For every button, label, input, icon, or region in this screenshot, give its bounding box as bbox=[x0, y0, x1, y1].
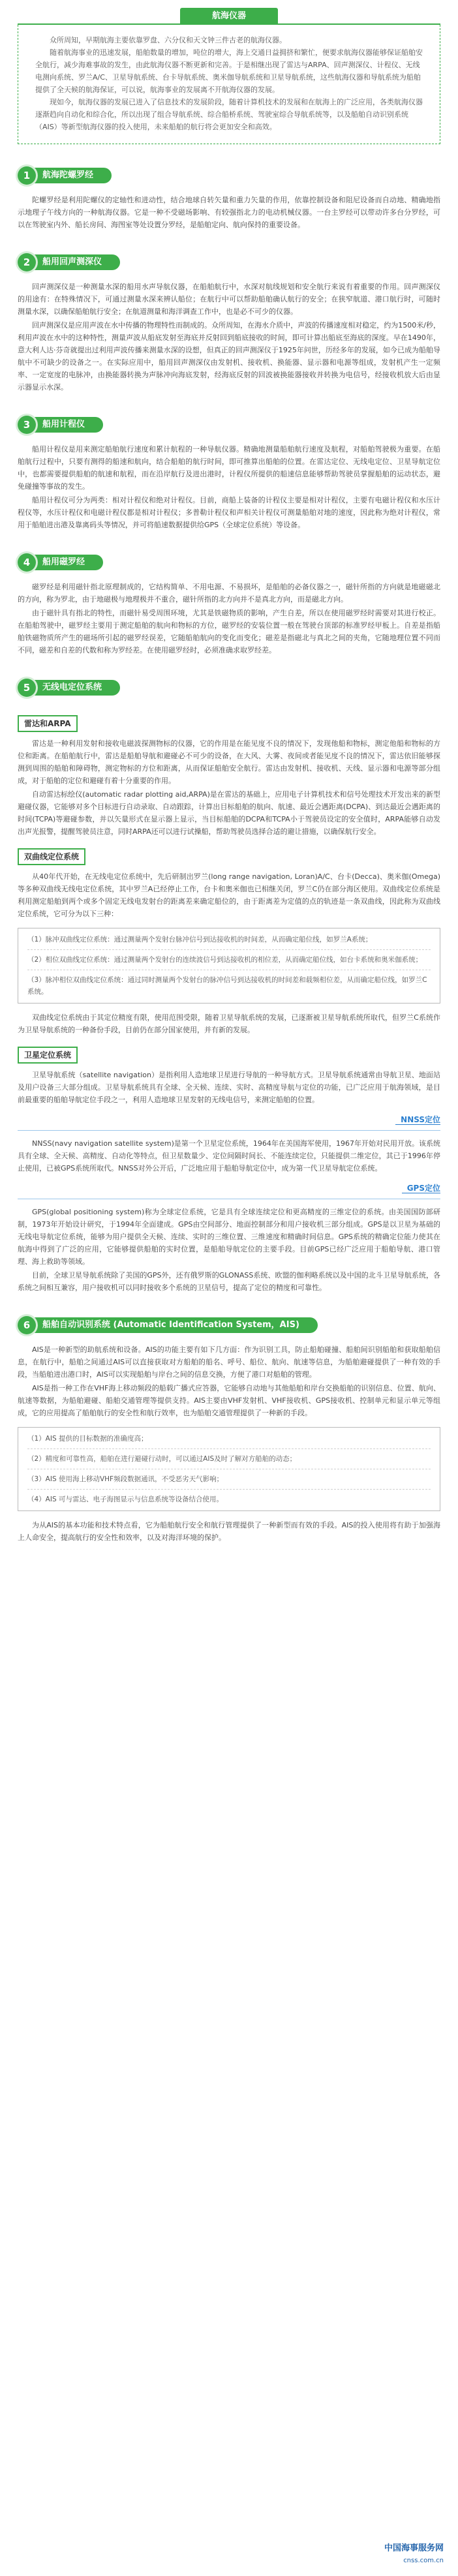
list-box bbox=[18, 928, 440, 1004]
list-item: （3）AIS 使用海上移动VHF频段数据通讯，不受恶劣天气影响； bbox=[27, 1475, 224, 1483]
section-title: 航海陀螺罗经 bbox=[31, 168, 112, 183]
section-heading bbox=[18, 679, 440, 697]
subsection-heading: 雷达和ARPA bbox=[18, 715, 78, 732]
intro-paragraph: 现如今，航海仪器的发展已进入了信息技术的发展阶段，随着计算机技术的发展和在航海上的广泛应用，各类航海仪器逐渐趋向自动化和综合化，所以出现了组合导航系统、综合船桥系统、驾驶室综合导航系统等，以及船舶自动识别系统（AIS）等新型航海仪器的投入使用，未来船舶的航行将会更加安全和高效。 bbox=[35, 98, 423, 131]
section-title: 船舶自动识别系统 (Automatic Identification System，AIS) bbox=[31, 1317, 318, 1333]
section-number: 4 bbox=[18, 553, 36, 572]
tag-label: GPS定位 bbox=[402, 1184, 440, 1193]
section-heading bbox=[18, 1316, 440, 1334]
paragraph: 磁罗经是利用磁针指北原理制成的，它结构简单、不用电源、不易损坏，是船舶的必备仪器之一，磁针所指的方向就是地磁磁北的方向，称为罗北，由于地磁极与地理极并不重合，磁针所指的北方向并不是真北方向，而是磁北方向。 bbox=[18, 583, 440, 604]
paragraph: 双曲线定位系统由于其定位精度有限，使用范围受限，随着卫星导航系统的发展，已逐渐被卫星导航系统所取代，但罗兰C系统作为卫星导航系统的一种备份手段，目前仍在部分国家使用，并有新的发展。 bbox=[18, 1013, 440, 1034]
intro-paragraph: 随着航海事业的迅速发展，船舶数量的增加，吨位的增大，海上交通日益拥挤和繁忙，便要求航海仪器能够保证船舶安全航行，减少海难事故的发生，由此航海仪器不断更新和完善。于是相继出现了雷达与ARPA、回声测深仪、计程仪、无线电测向系统、罗兰A/C、卫星导航系统、台卡导航系统、奥米伽导航系统和卫星导航系统，这些航海仪器和导航系统为船舶提供了全天候的航海保证，可以说，航海事业的发展离不开航海仪器的发展。 bbox=[35, 48, 423, 94]
section-number: 2 bbox=[18, 253, 36, 271]
paragraph: 为从AIS的基本功能和技术特点看，它为船舶航行安全和航行管理提供了一种新型而有效的手段。AIS的投入使用将有助于加强海上人命安全，提高航行的安全性和效率，以及对海洋环境的保护。 bbox=[18, 1521, 440, 1542]
list-box bbox=[18, 1427, 440, 1511]
tag-heading bbox=[18, 1114, 440, 1126]
section-heading bbox=[18, 166, 440, 185]
site-logo bbox=[384, 2542, 444, 2567]
paragraph: NNSS(navy navigation satellite system)是第一个卫星定位系统，1964年在美国海军使用，1967年开始对民用开放。该系统具有全球、全天候、高精度、自动化等特点，但卫星数量少、定位间隔时间长、不能连续定位，只能提供二维定位，其已于1996年停止使用，已被GPS系统所取代。NNSS对外公开后，广泛地应用于船舶导航定位中，成为第一代卫星导航定位系统。 bbox=[18, 1139, 440, 1173]
paragraph: 陀螺罗经是利用陀螺仪的定轴性和进动性，结合地球自转矢量和重力矢量的作用，依靠控制设备和阻尼设备而自动地、精确地指示地理子午线方向的一种航海仪器。它是一种不受磁场影响、有较强指北力的电动机械仪器。一台主罗经可以带动许多台分罗经，可以在驾驶室内外、船长房间、海图室等处设置分罗经，是船舶定向、航向保持的重要设备。 bbox=[18, 196, 440, 229]
paragraph: 船用计程仪可分为两类：相对计程仪和绝对计程仪。目前，商船上装备的计程仪主要是相对计程仪，主要有电磁计程仪和水压计程仪等，水压计程仪和电磁计程仪都是相对计程仪；多普勒计程仪和声相关计程仪可测量船舶对地的速度，因此称为绝对计程仪，常用于船舶进出港及靠离码头等情况，并可将船速数据提供给GPS（全球定位系统）等设备。 bbox=[18, 496, 440, 529]
intro-box bbox=[18, 25, 440, 144]
subsection-heading: 卫星定位系统 bbox=[18, 1047, 78, 1064]
section-title: 船用磁罗经 bbox=[31, 555, 103, 570]
section-heading bbox=[18, 553, 440, 572]
list-item: （3）脉冲相位双曲线定位系统：通过同时测量两个发射台的脉冲信号到达接收机的时间差和载频相位差，从而确定船位线，如罗兰C系统。 bbox=[27, 976, 427, 996]
section-number: 3 bbox=[18, 416, 36, 434]
paragraph: 自动雷达标绘仪(automatic radar plotting aid,ARPA)是在雷达的基础上，应用电子计算机技术和信号处理技术开发出来的新型避碰仪器，它能够对多个目标进行自动录取、自动跟踪，计算出目标船舶的航向、航速、最近会遇距离(DCPA)、到达最近会遇距离的时间(TCPA)等避碰参数，并以矢量形式在显示器上显示，当目标船舶的DCPA和TCPA小于驾驶员设定的安全值时，ARPA能够自动发出声光报警，提醒驾驶员注意，同时ARPA还可以进行试操船，帮助驾驶员选择合适的避让措施，以确保航行安全。 bbox=[18, 790, 440, 836]
paragraph: GPS(global positioning system)称为全球定位系统，它是具有全球连续定位和更高精度的三维定位的系统。由美国国防部研制，1973年开始设计研究，于1994年全面建成。GPS由空间部分、地面控制部分和用户接收机三部分组成。GPS是以卫星为基础的无线电导航定位系统，能够为用户提供全天候、连续、实时的三维位置、三维速度和精确时间信息。GPS系统的精确定位能力使其在航海中得到了广泛的应用，它能够提供船舶的实时位置，是船舶导航定位的主要手段。目前GPS已经广泛应用于船舶导航、港口管理、海上救助等领域。 bbox=[18, 1208, 440, 1266]
list-item: （2）精度和可靠性高，船舶在进行避碰行动时，可以通过AIS及时了解对方船舶的动态； bbox=[27, 1455, 297, 1463]
list-item: （1）脉冲双曲线定位系统：通过测量两个发射台脉冲信号到达接收机的时间差，从而确定船位线，如罗兰A系统； bbox=[27, 936, 373, 943]
list-item: （4）AIS 可与雷达、电子海图显示与信息系统等设备结合使用。 bbox=[27, 1495, 223, 1503]
section-number: 5 bbox=[18, 679, 36, 697]
tag-label: NNSS定位 bbox=[395, 1115, 440, 1125]
list-item: （1）AIS 提供的目标数据的准确度高； bbox=[27, 1435, 148, 1443]
paragraph: 回声测深仪是一种测量水深的船用水声导航仪器，在船舶航行中，水深对航线规划和安全航行来说有着重要的作用。回声测深仪的用途有：在特殊情况下，可通过测量水深来辨认船位；在航行中可以帮助船舶确认航行的安全；在狭窄航道、港口航行时，可随时测量水深，以确保船舶航行安全；在航道测量和海洋调查工作中，也是必不可少的仪器。 bbox=[18, 283, 440, 316]
intro-paragraph: 众所周知，早期航海主要依靠罗盘、六分仪和天文钟三件古老的航海仪器。 bbox=[50, 36, 286, 44]
paragraph: 从40年代开始，在无线电定位系统中，先后研制出罗兰(long range navigation, Loran)A/C、台卡(Decca)、奥米伽(Omega)等多种双曲线无线电定位系统，其中罗兰A已经停止工作，台卡和奥米伽也已相继关闭，罗兰C仍在部分海区使用。双曲线定位系统是利用测定船舶到两个或多个固定无线电发射台的距离差来确定船位的，由于距离差为定值的点的轨迹是一条双曲线，因此称为双曲线定位系统，它可分为以下三种： bbox=[18, 872, 440, 918]
paragraph: 由于磁针具有指北的特性，而磁针易受周围环境，尤其是铁磁物质的影响，产生自差，所以在使用磁罗经时需要对其进行校正。在船舶驾驶中，磁罗经主要用于测定船舶的航向和物标的方位，磁罗经的安装位置一般在驾驶台顶部的标准罗经甲板上。自差是指船舶铁磁物质所产生的磁场所引起的磁罗经误差，它随船舶航向的变化而变化；磁差是指磁北与真北之间的夹角，它随地理位置不同而不同，磁差和自差的代数和称为罗经差。在使用磁罗经时，必须准确求取罗经差。 bbox=[18, 609, 440, 654]
section-title: 无线电定位系统 bbox=[31, 680, 120, 696]
paragraph: 船用计程仪是用来测定船舶航行速度和累计航程的一种导航仪器。精确地测量船舶航行速度及航程，对船舶驾驶极为重要。在船舶航行过程中，只要有测得的船速和航向，结合船舶的航行时间，即可推算出船舶的位置。在雷达定位、无线电定位、卫星导航定位中，也都需要提供船舶的航速和航程，而在沿岸航行及进出港时，计程仪所提供的船速信息能够帮助驾驶员掌握船舶的运动状态，避免碰撞等事故的发生。 bbox=[18, 445, 440, 491]
section-heading bbox=[18, 253, 440, 271]
banner-title: 航海仪器 bbox=[180, 8, 278, 25]
subsection-heading: 双曲线定位系统 bbox=[18, 848, 85, 865]
section-title: 船用回声测深仪 bbox=[31, 254, 120, 270]
paragraph: 目前，全球卫星导航系统除了美国的GPS外，还有俄罗斯的GLONASS系统、欧盟的伽利略系统以及中国的北斗卫星导航系统，各系统之间相互兼容，用户接收机可以同时接收多个系统的卫星信号，提高了定位的精度和可靠性。 bbox=[18, 1271, 440, 1292]
logo-name: 中国海事服务网 bbox=[384, 2543, 444, 2553]
section-number: 1 bbox=[18, 166, 36, 185]
paragraph: AIS是指一种工作在VHF海上移动频段的船载广播式应答器，它能够自动地与其他船舶和岸台交换船舶的识别信息、位置、航向、航速等数据，为船舶避碰、船舶交通管理等提供支持。AIS主要由VHF发射机、VHF接收机、GPS接收机、控制单元和显示单元等组成，它的应用提高了船舶航行的安全性和航行效率，也为船舶交通管理提供了一种新的手段。 bbox=[18, 1384, 440, 1417]
paragraph: 回声测深仪是应用声波在水中传播的物理特性而制成的。众所周知，在海水介质中，声波的传播速度相对稳定，约为1500米/秒，利用声波在水中的这种特性，测量声波从船底发射至海底并反射回到船底接收的时间，即可计算出船底至海底的深度。早在1490年，意大利人达·芬奇就提出过利用声波传播来测量水深的设想，但真正的回声测深仪于1925年问世，历经多年的发展，如今已成为船舶导航中不可缺少的设备之一。在实际应用中，船用回声测深仪由发射机、接收机、换能器、显示器和电源等组成，发射机产生一定频率、一定宽度的电脉冲，由换能器转换为声脉冲向海底发射，经海底反射的回波被换能器接收并转换为电信号，经接收机放大后由显示器显示水深。 bbox=[18, 321, 440, 391]
section-number: 6 bbox=[18, 1316, 36, 1334]
logo-url: cnss.com.cn bbox=[403, 2557, 444, 2564]
title-banner bbox=[18, 8, 440, 25]
paragraph: AIS是一种新型的助航系统和设备。AIS的功能主要有如下几方面：作为识别工具，防止船舶碰撞、船舶间识别船舶和获取船舶信息，在航行中，船舶之间通过AIS可以直接获取对方船舶的船名、呼号、船位、航向、航速等信息，为船舶避碰提供了一种有效的手段，当船舶进出港口时，AIS可以实现船舶与岸台之间的信息交换，方便了港口对船舶的管理。 bbox=[18, 1345, 440, 1379]
section-heading bbox=[18, 416, 440, 434]
paragraph: 卫星导航系统（satellite navigation）是指利用人造地球卫星进行导航的一种导航方式。卫星导航系统通常由导航卫星、地面站及用户设备三大部分组成。卫星导航系统具有全球、全天候、连续、实时、高精度导航与定位的功能，已广泛应用于航海领域，是目前最重要的船舶导航定位手段之一，利用人造地球卫星发射的无线电信号，来测定船舶的位置。 bbox=[18, 1071, 440, 1104]
list-item: （2）相位双曲线定位系统：通过测量两个发射台的连续波信号到达接收机的相位差，从而确定船位线，如台卡系统和奥米伽系统； bbox=[27, 956, 423, 964]
section-title: 船用计程仪 bbox=[31, 417, 103, 433]
tag-heading bbox=[18, 1182, 440, 1195]
paragraph: 雷达是一种利用发射和接收电磁波探测物标的仪器，它的作用是在能见度不良的情况下，发现他船和物标，测定他船和物标的方位和距离。在船舶航行中，雷达是船舶导航和避碰必不可少的设备，在大风、大雾、夜间或者能见度不良的情况下，雷达依旧能够探测到周围的船舶和障碍物，测定物标的方位和距离，从而保证船舶安全航行。雷达由发射机、接收机、天线、显示器和电源等部分组成，对于船舶的定位和避碰有着十分重要的作用。 bbox=[18, 739, 440, 785]
